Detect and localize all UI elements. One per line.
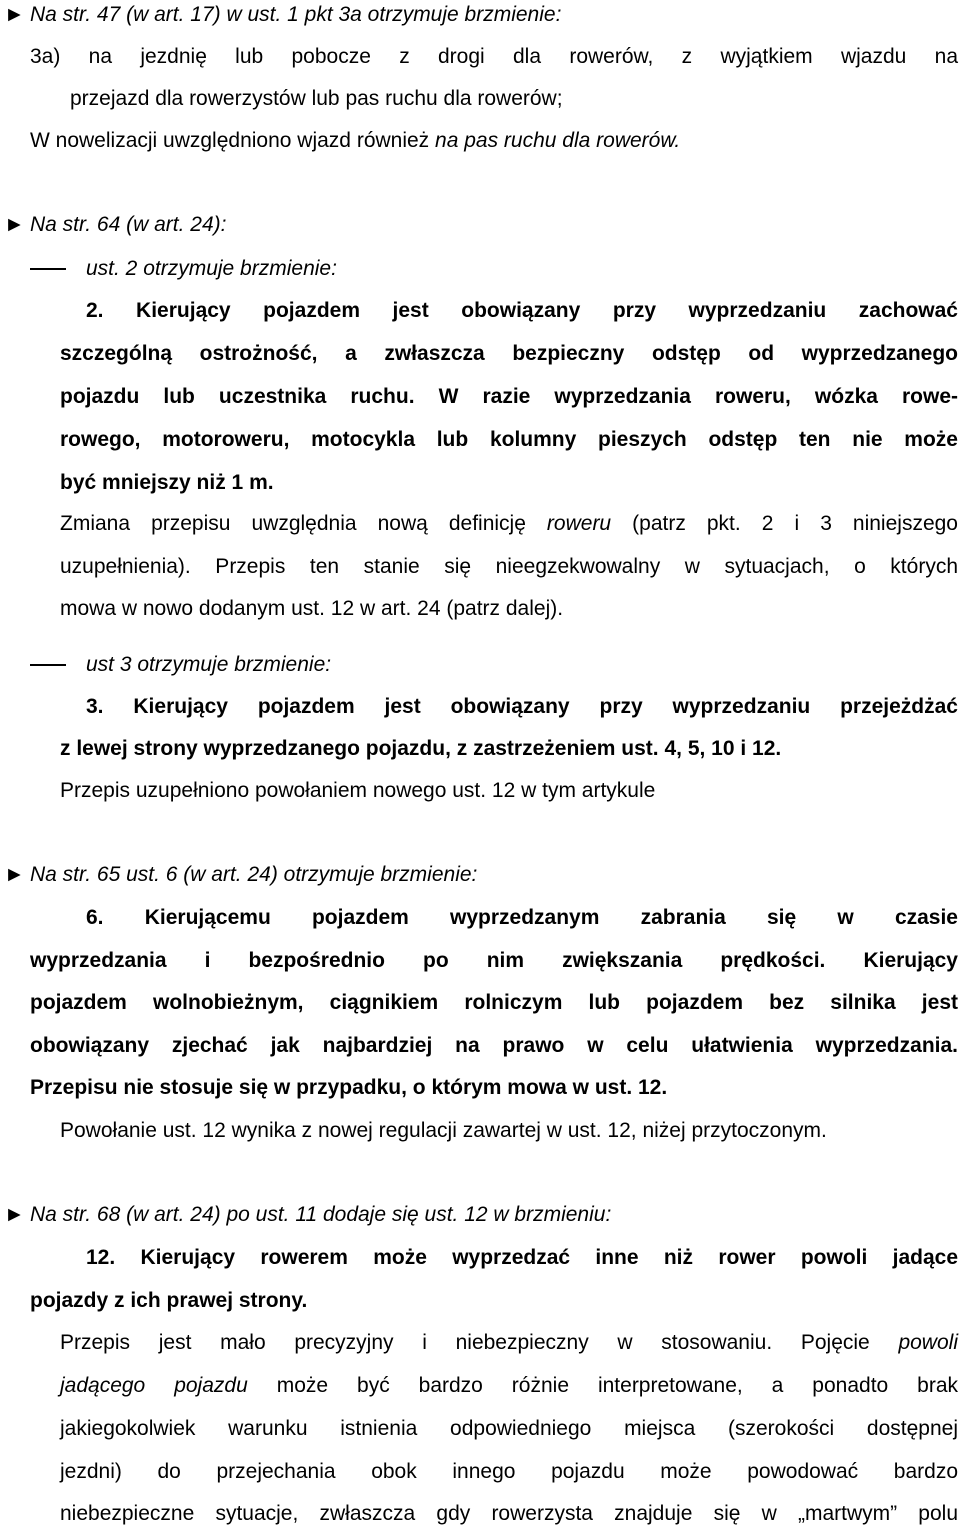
quote-line: 12. Kierujący rowerem może wyprzedzać inne niż rower powoli jadące: [86, 1246, 958, 1269]
note-line: Powołanie ust. 12 wynika z nowej regulacji zawartej w ust. 12, niżej przytoczonym.: [60, 1119, 827, 1142]
quote-line: pojazdu lub uczestnika ruchu. W razie wyprzedzania roweru, wózka rowe-: [60, 385, 958, 408]
quote-line: Przepisu nie stosuje się w przypadku, o którym mowa w ust. 12.: [30, 1076, 668, 1099]
dash-marker: [30, 268, 66, 270]
note-line: Przepis uzupełniono powołaniem nowego ust. 12 w tym artykule: [60, 779, 656, 802]
note-line: Zmiana przepisu uwzględnia nową definicję roweru (patrz pkt. 2 i 3 niniejszego: [60, 512, 958, 535]
quote-line: pojazdy z ich prawej strony.: [30, 1289, 308, 1312]
quote-line: 3. Kierujący pojazdem jest obowiązany przy wyprzedzaniu przejeżdżać: [86, 695, 958, 718]
note-line: jezdni) do przejechania obok innego pojazdu może powodować bardzo: [60, 1460, 958, 1483]
dash-marker: [30, 664, 66, 666]
quote-line: przejazd dla rowerzystów lub pas ruchu dla rowerów;: [70, 87, 563, 110]
bullet-arrow-icon: ►: [4, 213, 25, 236]
note-line: niebezpieczne sytuacje, zwłaszcza gdy rowerzysta znajduje się w „martwym” polu: [60, 1502, 958, 1525]
note-paragraph: W nowelizacji uwzględniono wjazd również na pas ruchu dla rowerów.: [30, 129, 681, 152]
quote-line: 2. Kierujący pojazdem jest obowiązany przy wyprzedzaniu zachować: [86, 299, 958, 322]
note-line: Przepis jest mało precyzyjny i niebezpieczny w stosowaniu. Pojęcie powoli: [60, 1331, 958, 1354]
quote-line: szczególną ostrożność, a zwłaszcza bezpieczny odstęp od wyprzedzanego: [60, 342, 958, 365]
quote-line: wyprzedzania i bezpośrednio po nim zwiększania prędkości. Kierujący: [30, 949, 958, 972]
section-heading-art24-ust6: ► Na str. 65 ust. 6 (w art. 24) otrzymuje brzmienie:: [4, 863, 478, 886]
quote-line: być mniejszy niż 1 m.: [60, 471, 274, 494]
note-line: jadącego pojazdu może być bardzo różnie interpretowane, a ponadto brak: [60, 1374, 959, 1397]
subsection-heading: ust. 2 otrzymuje brzmienie:: [86, 257, 337, 280]
quote-line: 6. Kierującemu pojazdem wyprzedzanym zabrania się w czasie: [86, 906, 958, 929]
section-heading-art24-ust12: ► Na str. 68 (w art. 24) po ust. 11 dodaje się ust. 12 w brzmieniu:: [4, 1203, 612, 1226]
section-heading-art24: ► Na str. 64 (w art. 24):: [4, 213, 227, 236]
bullet-arrow-icon: ►: [4, 3, 25, 26]
section-heading-art17: ► Na str. 47 (w art. 17) w ust. 1 pkt 3a otrzymuje brzmienie:: [4, 3, 562, 26]
bullet-arrow-icon: ►: [4, 1203, 25, 1226]
quote-line: z lewej strony wyprzedzanego pojazdu, z zastrzeżeniem ust. 4, 5, 10 i 12.: [60, 737, 782, 760]
quote-line: rowego, motoroweru, motocykla lub kolumny pieszych odstęp ten nie może: [60, 428, 958, 451]
note-line: uzupełnienia). Przepis ten stanie się nieegzekwowalny w sytuacjach, o których: [60, 555, 958, 578]
quote-line: pojazdem wolnobieżnym, ciągnikiem rolniczym lub pojazdem bez silnika jest: [30, 991, 958, 1014]
quote-line: obowiązany zjechać jak najbardziej na prawo w celu ułatwienia wyprzedzania.: [30, 1034, 958, 1057]
note-line: mowa w nowo dodanym ust. 12 w art. 24 (patrz dalej).: [60, 597, 564, 620]
note-line: jakiegokolwiek warunku istnienia odpowiedniego miejsca (szerokości dostępnej: [60, 1417, 958, 1440]
subsection-heading: ust 3 otrzymuje brzmienie:: [86, 653, 332, 676]
quote-line: 3a) na jezdnię lub pobocze z drogi dla rowerów, z wyjątkiem wjazdu na: [30, 45, 958, 68]
bullet-arrow-icon: ►: [4, 863, 25, 886]
